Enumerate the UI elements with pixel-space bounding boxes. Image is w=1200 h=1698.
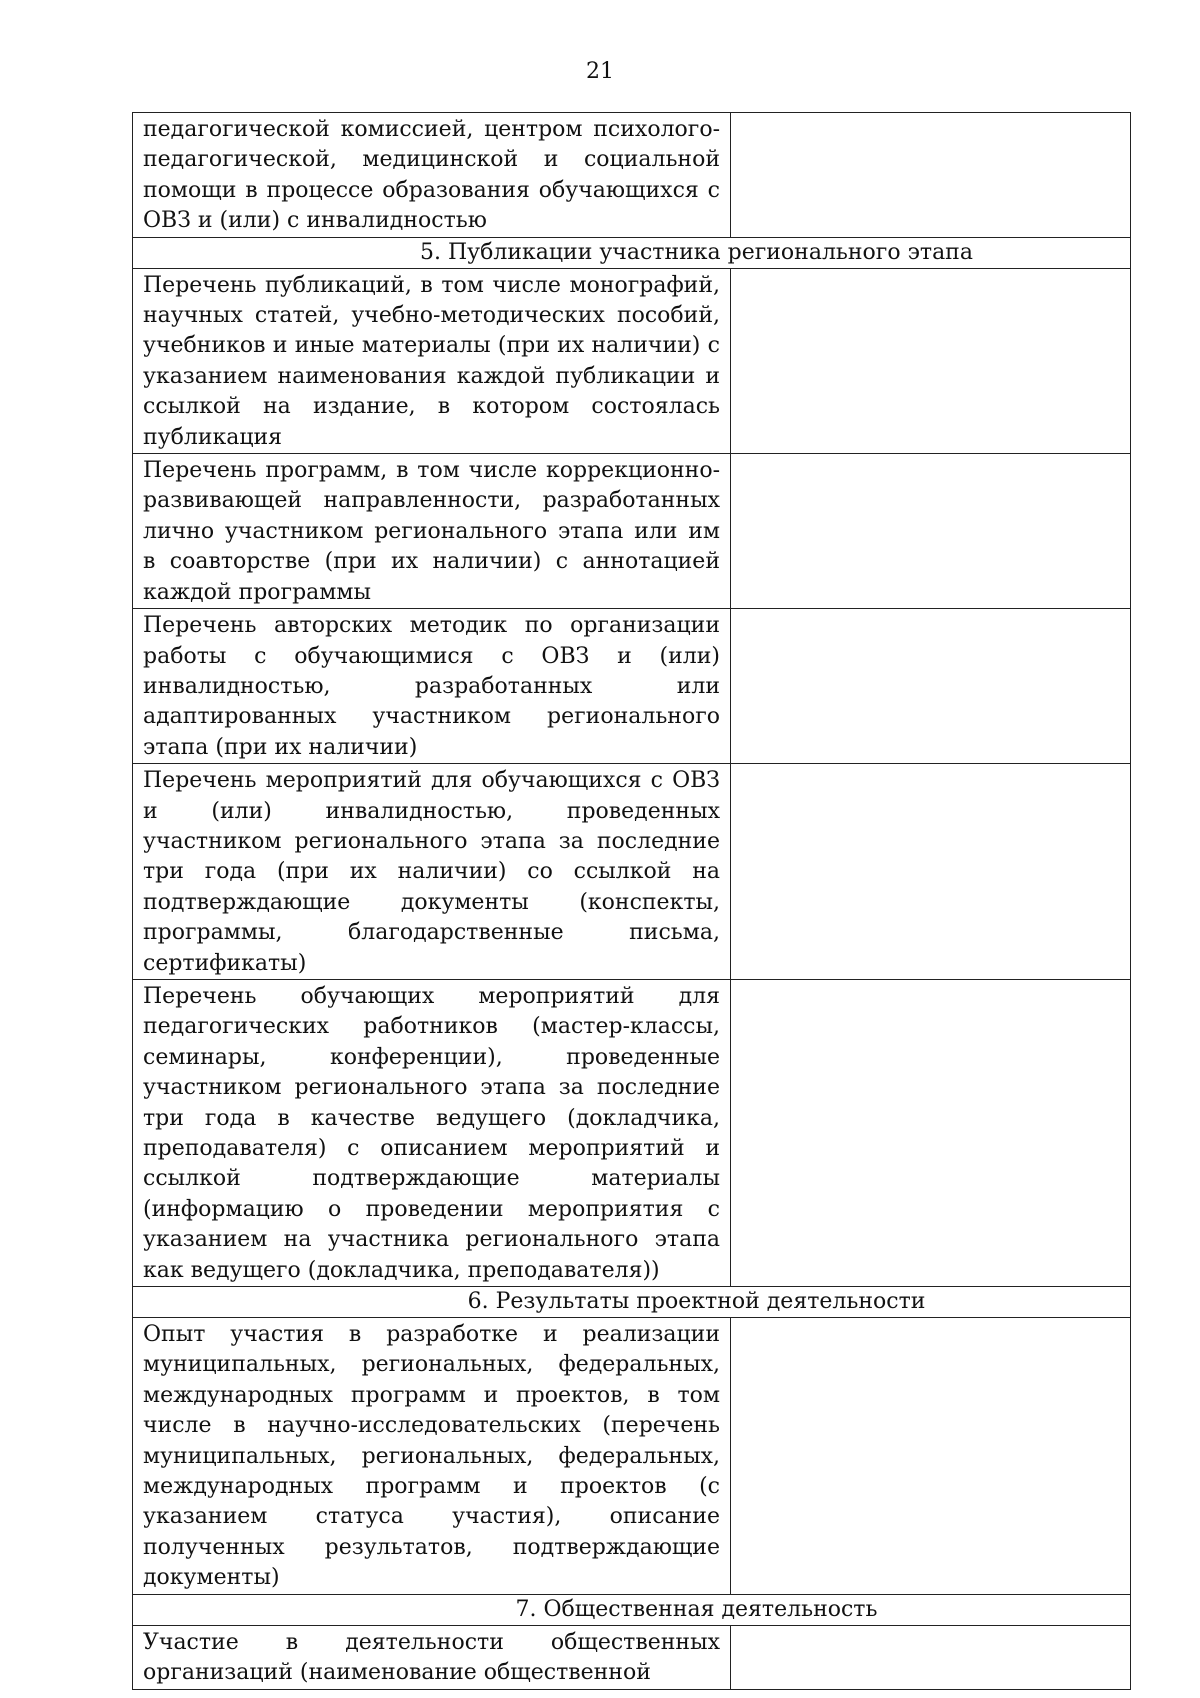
section-header bbox=[133, 1594, 1131, 1625]
section-title: 6. Результаты проектной деятельности bbox=[467, 1289, 926, 1315]
table-row bbox=[133, 979, 1131, 1286]
criterion-description: Перечень мероприятий для обучающихся с ОВЗ и (или) инвалидностью, проведенных участником регионального этапа за последние три года (при их наличии) со ссылкой на подтверждающие документы (конспекты, программы, благодарственные письма, сертификаты) bbox=[133, 764, 731, 980]
page-number: 21 bbox=[586, 59, 614, 84]
section-header-row bbox=[133, 237, 1131, 268]
section-header bbox=[133, 237, 1131, 268]
table-row bbox=[133, 113, 1131, 238]
criterion-description: педагогической комиссией, центром психолого-педагогической, медицинской и социальной помощи в процессе образования обучающихся с ОВЗ и (или) с инвалидностью bbox=[133, 113, 731, 238]
criterion-value-cell[interactable] bbox=[731, 764, 1131, 980]
table-row bbox=[133, 1625, 1131, 1689]
criterion-description: Опыт участия в разработке и реализации муниципальных, региональных, федеральных, международных программ и проектов, в том числе в научно-исследовательских (перечень муниципальных, региональных, федеральных, международных программ и проектов (с указанием статуса участия), описание полученных результатов, подтверждающие документы) bbox=[133, 1318, 731, 1595]
criterion-description: Перечень обучающих мероприятий для педагогических работников (мастер-классы, семинары, конференции), проведенные участником регионального этапа за последние три года в качестве ведущего (докладчика, преподавателя) с описанием мероприятий и ссылкой подтверждающие материалы (информацию о проведении мероприятия с указанием на участника регионального этапа как ведущего (докладчика, преподавателя)) bbox=[133, 979, 731, 1286]
section-title: 7. Общественная деятельность bbox=[515, 1596, 878, 1622]
section-title: 5. Публикации участника регионального этапа bbox=[420, 239, 973, 265]
criterion-description: Перечень программ, в том числе коррекционно-развивающей направленности, разработанных лично участником регионального этапа или им в соавторстве (при их наличии) с аннотацией каждой программы bbox=[133, 454, 731, 609]
criterion-description: Перечень авторских методик по организации работы с обучающимися с ОВЗ и (или) инвалидностью, разработанных или адаптированных участником регионального этапа (при их наличии) bbox=[133, 609, 731, 764]
criterion-value-cell[interactable] bbox=[731, 979, 1131, 1286]
criterion-value-cell[interactable] bbox=[731, 1318, 1131, 1595]
table-row bbox=[133, 609, 1131, 764]
table-row bbox=[133, 1318, 1131, 1595]
criterion-value-cell[interactable] bbox=[731, 113, 1131, 238]
table-row bbox=[133, 268, 1131, 453]
table-row bbox=[133, 454, 1131, 609]
criterion-value-cell[interactable] bbox=[731, 609, 1131, 764]
criterion-description: Перечень публикаций, в том числе монографий, научных статей, учебно-методических пособий, учебников и иные материалы (при их наличии) с указанием наименования каждой публикации и ссылкой на издание, в котором состоялась публикация bbox=[133, 268, 731, 453]
criterion-value-cell[interactable] bbox=[731, 268, 1131, 453]
criterion-description: Участие в деятельности общественных организаций (наименование общественной bbox=[133, 1625, 731, 1689]
criterion-value-cell[interactable] bbox=[731, 454, 1131, 609]
nomination-form-table bbox=[132, 112, 1131, 1690]
table-row bbox=[133, 764, 1131, 980]
section-header-row bbox=[133, 1287, 1131, 1318]
section-header bbox=[133, 1287, 1131, 1318]
section-header-row bbox=[133, 1594, 1131, 1625]
criterion-value-cell[interactable] bbox=[731, 1625, 1131, 1689]
